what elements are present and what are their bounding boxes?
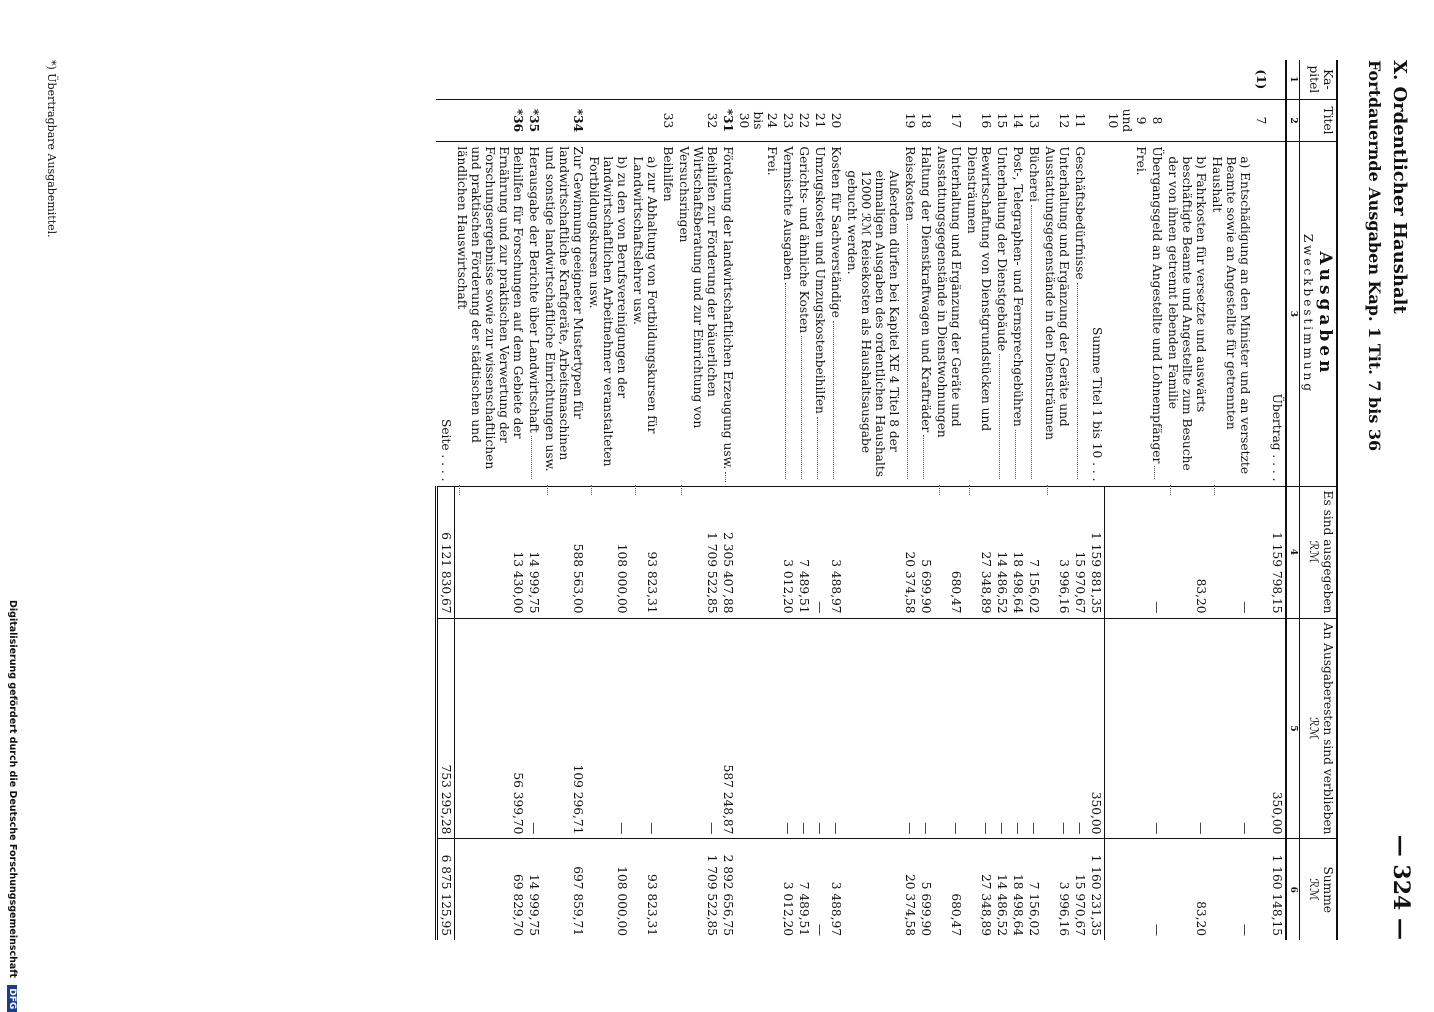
summe-cell: 3 012,20 <box>781 839 797 940</box>
kapitel-cell <box>781 60 797 99</box>
titel-cell: 11 <box>1073 99 1089 142</box>
ausgabereste-cell: — <box>995 618 1011 839</box>
description-cell <box>543 142 587 486</box>
kapitel-cell <box>737 60 781 99</box>
header-titel: Titel <box>1300 99 1338 142</box>
ausgabereste-cell: — <box>587 618 631 839</box>
table-row <box>1043 60 1073 940</box>
ausgabereste-cell: 350,00 <box>1089 618 1106 839</box>
header-ausgegeben-label: Es sind ausgegeben <box>1321 490 1335 614</box>
titel-cell <box>1165 99 1209 142</box>
leader-dots <box>726 472 736 482</box>
ausgabereste-cell: — <box>1209 618 1253 839</box>
kapitel-cell <box>437 60 455 99</box>
summe-cell: 7 489,51 <box>797 839 813 940</box>
titel-cell: *31 <box>721 99 737 142</box>
leader-dots <box>1214 485 1252 495</box>
ausgegeben-cell: — <box>813 486 829 618</box>
ausgegeben-cell: 83,20 <box>1165 486 1209 618</box>
leader-dots <box>908 224 918 479</box>
description-text: Umzugskosten und Umzugskostenbeihilfen <box>813 146 828 414</box>
page-subtitle: Fortdauernde Ausgaben Kap. 1 Tit. 7 bis 36 <box>1365 60 1384 452</box>
ausgabereste-cell: — <box>1165 618 1209 839</box>
description-cell <box>935 142 965 486</box>
titel-cell: 24 bis 30 <box>737 99 781 142</box>
leader-dots <box>970 485 994 495</box>
description-cell <box>455 142 527 486</box>
ausgegeben-cell <box>1253 486 1269 618</box>
dfg-logo: DFG <box>7 985 17 1012</box>
kapitel-cell <box>1089 60 1106 99</box>
titel-cell: 20 <box>829 99 845 142</box>
ausgabereste-cell: — <box>965 618 995 839</box>
titel-cell: 23 <box>781 99 797 142</box>
header-ausgabereste <box>1300 618 1338 839</box>
table-row <box>965 60 995 940</box>
titel-cell: *36 <box>455 99 527 142</box>
titel-cell <box>1269 99 1286 142</box>
description-text: Post-, Telegraphen- und Fernsprechgebühren <box>1011 146 1026 427</box>
ausgabereste-cell: — <box>1073 618 1089 839</box>
summe-cell <box>737 839 781 940</box>
summe-cell: 6 875 125,95 <box>437 839 455 940</box>
table-row <box>631 60 661 940</box>
description-text: Gerichts- und ähnliche Kosten <box>797 146 812 334</box>
description-text: Unterhaltung und Ergänzung der Geräte und Ausstattungsgegenstände in Dienstwohnungen <box>935 146 964 438</box>
summe-cell: 20 374,58 <box>903 839 919 940</box>
table-row <box>661 60 677 940</box>
table-row <box>1209 60 1253 940</box>
description-cell: Frei. <box>737 142 781 486</box>
summe-cell: — <box>1209 839 1253 940</box>
ausgegeben-cell: 680,47 <box>935 486 965 618</box>
leader-dots <box>1154 466 1164 478</box>
ausgabereste-cell: 753 295,28 <box>437 618 455 839</box>
description-text: b) Fahrkosten für versetzte und auswärts beschäftigte Beamte und Angestellte zum Besuche der von ihnen getrennt lebenden Familie <box>1166 156 1208 471</box>
leader-dots <box>636 485 660 495</box>
kapitel-cell <box>995 60 1011 99</box>
table-row <box>935 60 965 940</box>
summe-cell: 1 709 522,85 <box>677 839 721 940</box>
description-cell: Beihilfen <box>661 142 677 486</box>
ausgabereste-cell: — <box>829 618 845 839</box>
ausgabereste-cell: — <box>919 618 935 839</box>
leader-dots <box>1016 430 1026 479</box>
ausgegeben-cell <box>1105 486 1149 618</box>
description-text: a) zur Abhaltung von Fortbildungskursen für Landwirtschaftslehrer usw. <box>631 156 660 434</box>
titel-cell: 17 <box>935 99 965 142</box>
kapitel-cell <box>829 60 845 99</box>
table-row <box>437 60 455 940</box>
ausgabereste-cell: — <box>1027 618 1043 839</box>
summe-cell <box>1105 839 1149 940</box>
titel-cell: 9 und 10 <box>1105 99 1149 142</box>
titel-cell: 19 <box>903 99 919 142</box>
summe-cell: 27 348,89 <box>965 839 995 940</box>
description-cell <box>1253 142 1269 486</box>
table-body <box>437 60 1287 940</box>
description-cell <box>677 142 721 486</box>
table-row <box>1253 60 1269 940</box>
column-number: 4 <box>1286 486 1300 618</box>
titel-cell: 33 <box>661 99 677 142</box>
leader-dots <box>924 435 934 478</box>
titel-cell <box>587 99 631 142</box>
titel-cell: *35 <box>527 99 543 142</box>
description-cell <box>903 142 919 486</box>
description-cell <box>1027 142 1043 486</box>
kapitel-cell <box>919 60 935 99</box>
column-number-row <box>1286 60 1300 940</box>
ausgegeben-cell: 3 488,97 <box>829 486 845 618</box>
leader-dots <box>1032 205 1042 479</box>
table-row <box>455 60 527 940</box>
header-ausgegeben-currency: ℛℳ <box>1307 540 1321 564</box>
description-text: Haltung der Dienstkraftwagen und Krafträder <box>919 146 934 433</box>
leader-dots <box>460 485 526 495</box>
summe-cell: 1 160 148,15 <box>1269 839 1286 940</box>
description-cell <box>1011 142 1027 486</box>
description-cell <box>965 142 995 486</box>
ausgabereste-cell: — <box>903 618 919 839</box>
kapitel-cell <box>527 60 543 99</box>
summe-cell <box>1253 839 1269 940</box>
description-cell: Seite . . . . <box>437 142 455 486</box>
table-row <box>813 60 829 940</box>
table-row <box>587 60 631 940</box>
ausgabereste-cell: — <box>631 618 661 839</box>
table-row <box>1269 60 1286 940</box>
kapitel-cell <box>1043 60 1073 99</box>
table-row <box>721 60 737 940</box>
ausgegeben-cell: 7 489,51 <box>797 486 813 618</box>
leader-dots <box>532 436 542 479</box>
ausgabereste-cell: — <box>1149 618 1165 839</box>
ausgabereste-cell: — <box>1043 618 1073 839</box>
summe-cell: 3 488,97 <box>829 839 845 940</box>
ausgegeben-cell <box>661 486 677 618</box>
table-row <box>1105 60 1149 940</box>
description-text: Übergangsgeld an Angestellte und Lohnempfänger <box>1150 146 1164 464</box>
kapitel-cell <box>1149 60 1165 99</box>
titel-cell: 22 <box>797 99 813 142</box>
description-text: Zur Gewinnung geeigneter Mustertypen für landwirtschaftliche Kraftgeräte, Arbeitsmaschinen und sonstige landwirtschaftliche Einrichtungen usw. <box>543 146 586 472</box>
titel-cell: 8 <box>1149 99 1165 142</box>
kapitel-cell: (1) <box>1254 69 1268 90</box>
description-text: Beihilfen für Forschungen auf dem Gebiete der Ernährung und zur praktischen Verwertung der Forschungsergebnisse sowie zur wissenschaftlichen und praktischen Förderung der städtischen und ländlichen Hauswirtschaft <box>455 146 526 470</box>
ausgegeben-cell: 2 305 407,88 <box>721 486 737 618</box>
description-text: b) zu den von Berufsvereinigungen der landwirtschaftlichen Arbeitnehmer veranstalteten Fortbildungskursen usw. <box>587 156 630 467</box>
description-cell <box>1149 142 1165 486</box>
description-text: Bewirtschaftung von Dienstgrundstücken und Diensträumen <box>965 146 994 432</box>
table-row <box>919 60 935 940</box>
kapitel-cell <box>631 60 661 99</box>
ausgabereste-cell: — <box>797 618 813 839</box>
ausgabereste-cell <box>845 618 903 839</box>
ausgegeben-cell: 27 348,89 <box>965 486 995 618</box>
description-text: Unterhaltung der Dienstgebäude <box>995 146 1010 352</box>
titel-cell: 18 <box>919 99 935 142</box>
ausgegeben-cell: 5 699,90 <box>919 486 935 618</box>
summe-cell: — <box>813 839 829 940</box>
table-row <box>781 60 797 940</box>
ausgegeben-cell: 15 970,67 <box>1073 486 1089 618</box>
table-row <box>829 60 845 940</box>
leader-dots <box>818 417 828 479</box>
description-cell <box>527 142 543 486</box>
table-row <box>1089 60 1106 940</box>
kapitel-cell <box>1011 60 1027 99</box>
ausgegeben-cell: — <box>1209 486 1253 618</box>
titel-cell: 13 <box>1027 99 1043 142</box>
titel-cell <box>437 99 455 142</box>
table-row <box>1027 60 1043 940</box>
ausgegeben-cell: 6 121 830,67 <box>437 486 455 618</box>
ausgegeben-cell: 13 430,00 <box>455 486 527 618</box>
summe-cell: 83,20 <box>1165 839 1209 940</box>
kapitel-cell <box>587 60 631 99</box>
page-header <box>1344 60 1414 940</box>
leader-dots <box>1048 485 1072 495</box>
summe-cell: 69 829,70 <box>455 839 527 940</box>
summe-cell <box>661 839 677 940</box>
summe-cell: 15 970,67 <box>1073 839 1089 940</box>
ausgabereste-cell <box>737 618 781 839</box>
titel-cell: 32 <box>677 99 721 142</box>
leader-dots <box>802 336 812 479</box>
table-head <box>1286 60 1337 940</box>
description-cell: Summe Titel 1 bis 10 . . . <box>1089 142 1106 486</box>
ausgabereste-cell <box>1253 618 1269 839</box>
summe-cell: 5 699,90 <box>919 839 935 940</box>
table-row <box>845 60 903 940</box>
ausgegeben-cell: 7 156,02 <box>1027 486 1043 618</box>
kapitel-cell <box>1073 60 1089 99</box>
leader-dots <box>834 321 844 479</box>
kapitel-cell <box>903 60 919 99</box>
table-row <box>737 60 781 940</box>
ausgegeben-cell: 108 000,00 <box>587 486 631 618</box>
kapitel-cell <box>455 60 527 99</box>
titel-cell <box>1089 99 1106 142</box>
ausgegeben-cell: 14 999,75 <box>527 486 543 618</box>
header-ausgabereste-currency: ℛℳ <box>1307 717 1321 740</box>
ausgabereste-cell: 109 296,71 <box>543 618 587 839</box>
description-text: Förderung der landwirtschaftlichen Erzeugung usw. <box>721 146 736 470</box>
ausgabereste-cell: — <box>1011 618 1027 839</box>
kapitel-cell <box>1165 60 1209 99</box>
leader-dots <box>1170 485 1208 495</box>
ausgabereste-cell: 350,00 <box>1269 618 1286 839</box>
titel-cell: 7 <box>1253 99 1269 142</box>
description-text: a) Entschädigung an den Minister und an versetzte Beamte sowie an Angestellte für getrennten Haushalt <box>1210 156 1252 475</box>
kapitel-cell <box>1105 60 1149 99</box>
ausgegeben-cell: — <box>1149 486 1165 618</box>
kapitel-cell <box>935 60 965 99</box>
description-cell: Übertrag . . . . <box>1269 142 1286 486</box>
header-kapitel: Ka-pitel <box>1300 60 1338 99</box>
summe-cell: 3 996,16 <box>1043 839 1073 940</box>
titel-cell: 12 <box>1043 99 1073 142</box>
description-cell <box>1165 142 1209 486</box>
titel-cell: 16 <box>965 99 995 142</box>
leader-dots <box>940 485 964 495</box>
ausgabereste-cell: 587 248,87 <box>721 618 737 839</box>
titel-cell: 14 <box>1011 99 1027 142</box>
description-cell <box>797 142 813 486</box>
kapitel-cell <box>721 60 737 99</box>
summe-cell: 14 999,75 <box>527 839 543 940</box>
ausgabereste-cell: 56 399,70 <box>455 618 527 839</box>
table-row <box>995 60 1011 940</box>
ausgegeben-cell: 93 823,31 <box>631 486 661 618</box>
kapitel-cell <box>845 60 903 99</box>
description-cell: Außerdem dürfen bei Kapitel XE 4 Titel 8 der einmaligen Ausgaben des ordentlichen Haushalts 12000 ℛℳ Reisekosten als Haushaltsausgabe gebucht werden. <box>845 142 903 486</box>
description-text: Reisekosten <box>903 146 918 222</box>
titel-cell: 21 <box>813 99 829 142</box>
description-cell <box>1209 142 1253 486</box>
digitization-credit <box>4 600 18 1010</box>
page-number: — 324 — <box>1388 834 1414 940</box>
kapitel-cell <box>797 60 813 99</box>
ausgabereste-cell: — <box>935 618 965 839</box>
description-cell <box>919 142 935 486</box>
ausgegeben-cell: 18 498,64 <box>1011 486 1027 618</box>
summe-cell: 93 823,31 <box>631 839 661 940</box>
ausgegeben-cell <box>845 486 903 618</box>
table-row <box>1011 60 1027 940</box>
ausgabereste-cell: — <box>813 618 829 839</box>
titel-cell <box>631 99 661 142</box>
table-row <box>677 60 721 940</box>
column-number: 3 <box>1286 142 1300 486</box>
description-cell <box>995 142 1011 486</box>
ausgabereste-cell <box>661 618 677 839</box>
summe-cell: 18 498,64 <box>1011 839 1027 940</box>
column-number: 6 <box>1286 839 1300 940</box>
ausgegeben-cell: 3 996,16 <box>1043 486 1073 618</box>
leader-dots <box>1000 354 1010 478</box>
kapitel-cell <box>677 60 721 99</box>
ausgegeben-cell: 20 374,58 <box>903 486 919 618</box>
kapitel-cell <box>1269 60 1286 99</box>
column-number: 1 <box>1286 60 1300 99</box>
digitization-credit-text: Digitalisierung gefördert durch die Deutsche Forschungsgemeinschaft <box>7 600 18 978</box>
ausgegeben-cell <box>737 486 781 618</box>
table-row <box>1165 60 1209 940</box>
kapitel-cell <box>965 60 995 99</box>
budget-table <box>435 60 1338 940</box>
summe-cell: 7 156,02 <box>1027 839 1043 940</box>
header-zweck-label: Zweckbestimmung <box>1301 233 1315 395</box>
ausgegeben-cell: 14 486,52 <box>995 486 1011 618</box>
description-cell <box>1043 142 1073 486</box>
kapitel-cell <box>661 60 677 99</box>
titel-cell <box>845 99 903 142</box>
description-cell <box>721 142 737 486</box>
ausgegeben-cell: 1 709 522,85 <box>677 486 721 618</box>
description-text: Bücherei <box>1027 146 1042 202</box>
table-row <box>1073 60 1089 940</box>
description-cell: Frei. <box>1105 142 1149 486</box>
column-number: 2 <box>1286 99 1300 142</box>
description-text: Vermischte Ausgaben <box>781 146 796 281</box>
description-cell <box>587 142 631 486</box>
description-cell <box>781 142 797 486</box>
ausgegeben-cell: 3 012,20 <box>781 486 797 618</box>
table-row <box>903 60 919 940</box>
kapitel-cell <box>1027 60 1043 99</box>
table-row <box>527 60 543 940</box>
description-cell <box>631 142 661 486</box>
leader-dots <box>682 485 720 495</box>
description-cell <box>1073 142 1089 486</box>
ausgabereste-cell: — <box>527 618 543 839</box>
leader-dots <box>1078 283 1088 479</box>
leader-dots <box>592 485 630 495</box>
summe-cell <box>845 839 903 940</box>
header-zweckbestimmung <box>1300 142 1338 486</box>
footnote: *) Übertragbare Ausgabemittel. <box>45 60 58 238</box>
description-text: Geschäftsbedürfnisse <box>1073 146 1088 280</box>
description-cell <box>829 142 845 486</box>
kapitel-cell <box>543 60 587 99</box>
description-text: Beihilfen zur Förderung der bäuerlichen Wirtschaftsberatung und zur Einrichtung von Versuchsringen <box>677 146 720 429</box>
summe-cell: — <box>1149 839 1165 940</box>
description-cell <box>813 142 829 486</box>
description-text: Unterhaltung und Ergänzung der Geräte und Ausstattungsgegenstände in den Diensträumen <box>1043 146 1072 441</box>
titel-cell: *34 <box>543 99 587 142</box>
ausgabereste-cell: — <box>677 618 721 839</box>
header-ausgabereste-label: An Ausgaberesten sind verblieben <box>1321 622 1335 835</box>
ausgabereste-cell <box>1105 618 1149 839</box>
header-summe <box>1300 839 1338 940</box>
column-number: 5 <box>1286 618 1300 839</box>
ausgegeben-cell: 588 563,00 <box>543 486 587 618</box>
titel-cell: 15 <box>995 99 1011 142</box>
header-ausgaben: Ausgaben <box>1315 251 1335 377</box>
summe-cell: 1 160 231,35 <box>1089 839 1106 940</box>
leader-dots <box>786 283 796 478</box>
table-row <box>1149 60 1165 940</box>
ausgegeben-cell: 1 159 881,35 <box>1089 486 1106 618</box>
chapter-title: X. Ordentlicher Haushalt <box>1389 60 1410 314</box>
summe-cell: 108 000,00 <box>587 839 631 940</box>
leader-dots <box>548 485 586 495</box>
table-row <box>797 60 813 940</box>
summe-cell: 680,47 <box>935 839 965 940</box>
description-text: Herausgabe der Berichte über Landwirtschaft <box>527 146 542 433</box>
header-ausgegeben <box>1300 486 1338 618</box>
ausgegeben-cell: 1 159 798,15 <box>1269 486 1286 618</box>
titel-cell <box>1209 99 1253 142</box>
kapitel-cell <box>813 60 829 99</box>
header-summe-currency: ℛℳ <box>1307 878 1321 902</box>
summe-cell: 14 486,52 <box>995 839 1011 940</box>
ausgabereste-cell: — <box>781 618 797 839</box>
header-summe-label: Summe <box>1321 866 1335 913</box>
description-text: Kosten für Sachverständige <box>829 146 844 318</box>
kapitel-cell <box>1209 60 1253 99</box>
summe-cell: 697 859,71 <box>543 839 587 940</box>
table-row <box>543 60 587 940</box>
summe-cell: 2 892 656,75 <box>721 839 737 940</box>
